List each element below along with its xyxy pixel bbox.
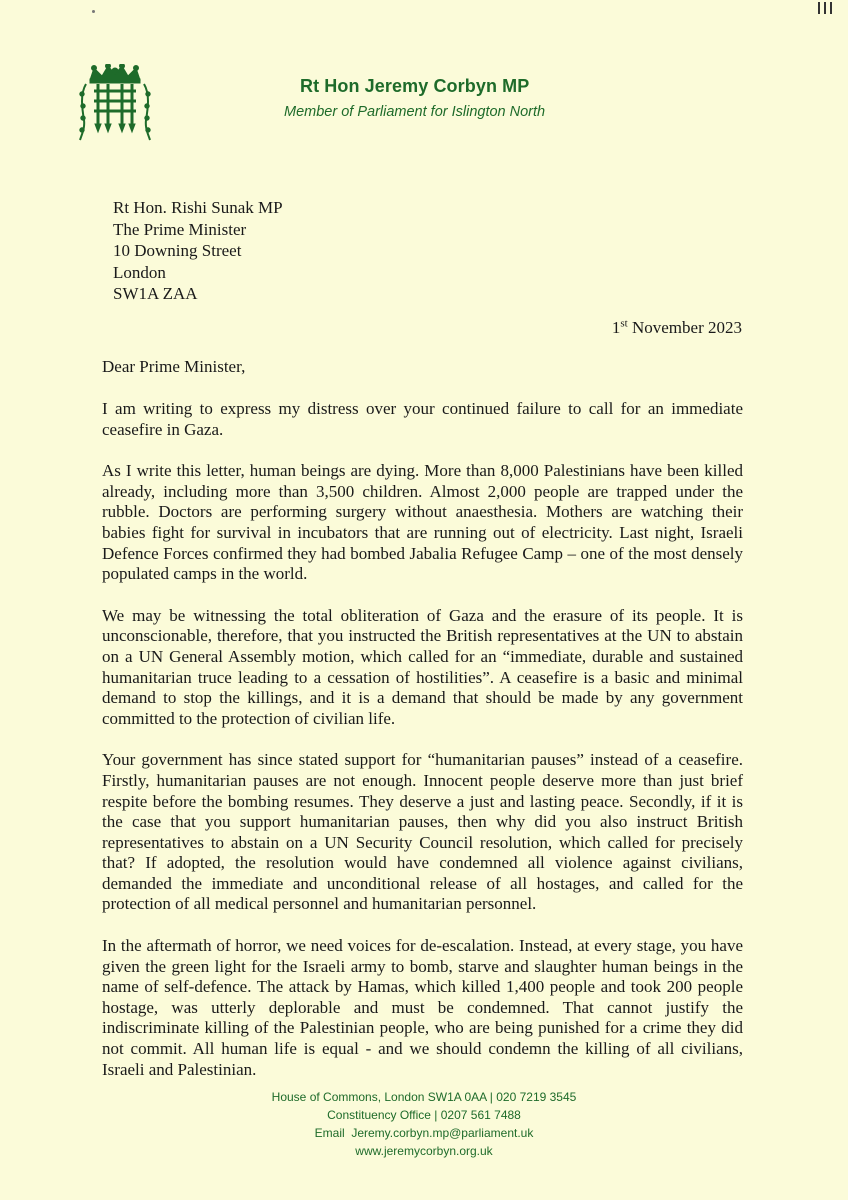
scan-dot [92,10,95,13]
footer-email: Email Jeremy.corbyn.mp@parliament.uk [314,1126,534,1140]
corner-mark [816,2,834,16]
letter-body [102,399,743,1101]
paragraph: As I write this letter, human beings are dying. More than 8,000 Palestinians have been killed already, including more than 3,500 children. Almost 2,000 people are trapped under the rubble. Doctors are performing surgery without anaesthesia. Mothers are watching their babies fight for survival in incubators that are running out of electricity. Last night, Israeli Defence Forces confirmed they had bombed Jabalia Refugee Camp – one of the most densely populated camps in the world. [102,461,743,584]
letterhead-name: Rt Hon Jeremy Corbyn MP [300,76,530,96]
recipient-line: 10 Downing Street [113,241,242,260]
letterhead-footer [0,1088,848,1160]
recipient-line: The Prime Minister [113,219,247,239]
footer-constituency: Constituency Office | 0207 561 7488 [327,1108,521,1122]
portcullis-icon [78,64,152,142]
date-suffix: st [620,317,628,330]
paragraph: Your government has since stated support for “humanitarian pauses” instead of a ceasefire. Firstly, humanitarian pauses are not enough. Innocent people deserve more than just brief respite before the bombing resumes. They deserve a just and lasting peace. Secondly, if it is the case that you support humanitarian pauses, then why did you also instruct British representatives to abstain on a UN Security Council resolution, which called for precisely that? If adopted, the resolution would have condemned all violence against civilians, demanded the immediate and unconditional release of all hostages, and called for the protection of all medical personnel and humanitarian personnel. [102,750,743,914]
letterhead-subtitle: Member of Parliament for Islington North [284,104,546,120]
salutation: Dear Prime Minister, [102,357,246,376]
footer-website: www.jeremycorbyn.org.uk [355,1144,493,1158]
paragraph: In the aftermath of horror, we need voices for de-escalation. Instead, at every stage, you have given the green light for the Israeli army to bomb, starve and slaughter human beings in the name of self-defence. The attack by Hamas, which killed 1,400 people and took 200 people hostage, was utterly deplorable and must be condemned. That cannot justify the indiscriminate killing of the Palestinian people, who are being punished for a crime they did not commit. All human life is equal - and we should condemn the killing of all civilians, Israeli and Palestinian. [102,936,743,1079]
recipient-line: SW1A ZAA [113,284,198,303]
recipient-address [113,197,283,305]
paragraph: We may be witnessing the total obliteration of Gaza and the erasure of its people. It is unconscionable, therefore, that you instructed the British representatives at the UN to abstain on a UN General Assembly motion, which called for an “immediate, durable and sustained humanitarian truce leading to a cessation of hostilities”. A ceasefire is a basic and minimal demand to stop the killings, and it is a demand that should be made by any government committed to the protection of civilian life. [102,605,743,728]
recipient-line: Rt Hon. Rishi Sunak MP [113,198,283,217]
footer-address: House of Commons, London SW1A 0AA | 020 7219 3545 [271,1090,577,1104]
paragraph: I am writing to express my distress over your continued failure to call for an immediate ceasefire in Gaza. [102,399,743,439]
date-day: 1 [611,318,621,337]
date-rest: November 2023 [627,318,742,337]
letter-date [612,318,742,338]
recipient-line: London [113,262,166,282]
